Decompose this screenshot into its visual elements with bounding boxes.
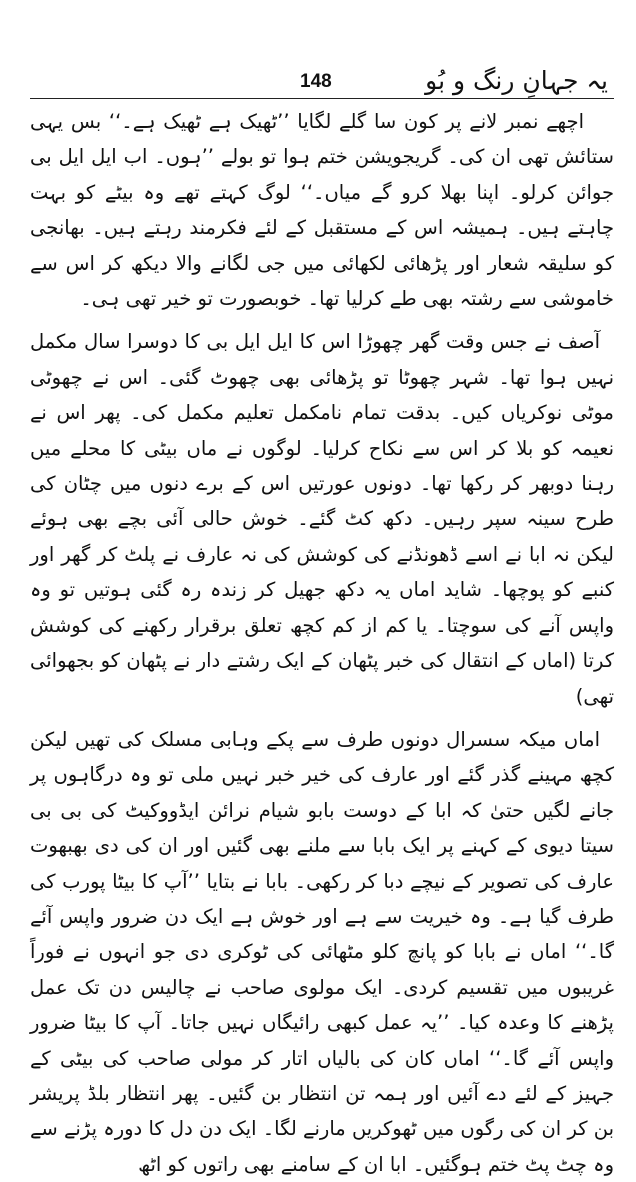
paragraph-1: اچھے نمبر لانے پر کون سا گلے لگایا ’’ٹھیک ہے ٹھیک ہے۔‘‘ بس یہی ستائش تھی ان کی۔ گریجویشن ختم ہوا تو بولے ’’ہوں۔ اب ایل ایل بی جوائن کرلو۔ اپنا بھلا کرو گے میاں۔‘‘ لوگ کہتے تھے وہ بیٹے کو بہت چاہتے ہیں۔ ہمیشہ اس کے مستقبل کے لئے فکرمند رہتے ہیں۔ بھانجی کو سلیقہ شعار اور پڑھائی لکھائی میں جی لگانے والا دیکھ کر اس سے خاموشی سے رشتہ بھی طے کرلیا تھا۔ خوبصورت تو خیر تھی ہی۔ bbox=[30, 110, 614, 311]
paragraph-2: آصف نے جس وقت گھر چھوڑا اس کا ایل ایل بی کا دوسرا سال مکمل نہیں ہوا تھا۔ شہر چھوٹا تو پڑھائی بھی چھوٹ گئی۔ اس نے چھوٹی موٹی نوکریاں کیں۔ بدقت تمام نامکمل تعلیم مکمل کی۔ پھر اس نے نعیمہ کو بلا کر اس سے نکاح کرلیا۔ لوگوں نے ماں بیٹی کا محلے میں رہنا دوبھر کر رکھا تھا۔ دونوں عورتیں اس کے برے دنوں میں چٹان کی طرح سینہ سپر رہیں۔ دکھ کٹ گئے۔ خوش حالی آئی بچے بھی ہوئے لیکن نہ ابا نے اسے ڈھونڈنے کی کوشش کی نہ عارف نے پلٹ کر گھر اور کنبے کو پوچھا۔ شاید اماں یہ دکھ جھیل کر زندہ رہ گئی ہوتیں تو وہ واپس آنے کی سوچتا۔ یا کم از کم کچھ تعلق برقرار رکھنے کی کوشش کرتا (اماں کے انتقال کی خبر پٹھان کے ایک رشتے دار نے پٹھان کو بجھوائی تھی) bbox=[30, 330, 614, 708]
page-header bbox=[30, 48, 614, 94]
page-number: 148 bbox=[300, 71, 332, 92]
page-body bbox=[30, 104, 614, 1182]
paragraph-3: اماں میکہ سسرال دونوں طرف سے پکے وہابی مسلک کی تھیں لیکن کچھ مہینے گذر گئے اور عارف کی خیر خبر نہیں ملی تو وہ درگاہوں پر جانے لگیں حتیٰ کہ ابا کے دوست بابو شیام نرائن ایڈووکیٹ کی بی بی سیتا دیوی کے کہنے پر ایک بابا سے ملنے بھی گئیں اور ان کی دی بھبھوت عارف کی تصویر کے نیچے دبا کر رکھی۔ بابا نے بتایا ’’آپ کا بیٹا پورب کی طرف گیا ہے۔ وہ خیریت سے ہے اور خوش ہے ایک دن ضرور واپس آئے گا۔‘‘ اماں نے بابا کو پانچ کلو مٹھائی کی ٹوکری دی جو انہوں نے فوراً غریبوں میں تقسیم کردی۔ ایک مولوی صاحب نے چالیس دن تک عمل پڑھنے کا وعدہ کیا۔ ’’یہ عمل کبھی رائیگاں نہیں جاتا۔ آپ کا بیٹا ضرور واپس آئے گا۔‘‘ اماں کان کی بالیاں اتار کر مولی صاحب کی بیٹی کے جہیز کے لئے دے آئیں اور ہمہ تن انتظار بن گئیں۔ پھر انتظار بلڈ پریشر بن کر ان کی رگوں میں ٹھوکریں مارنے لگا۔ ایک دن دل کا دورہ پڑنے سے وہ چٹ پٹ ختم ہوگئیں۔ ابا ان کے سامنے بھی راتوں کو اٹھ bbox=[30, 727, 614, 1176]
header-divider bbox=[30, 98, 614, 99]
book-title: یہ جہانِ رنگ و بُو bbox=[425, 66, 608, 95]
